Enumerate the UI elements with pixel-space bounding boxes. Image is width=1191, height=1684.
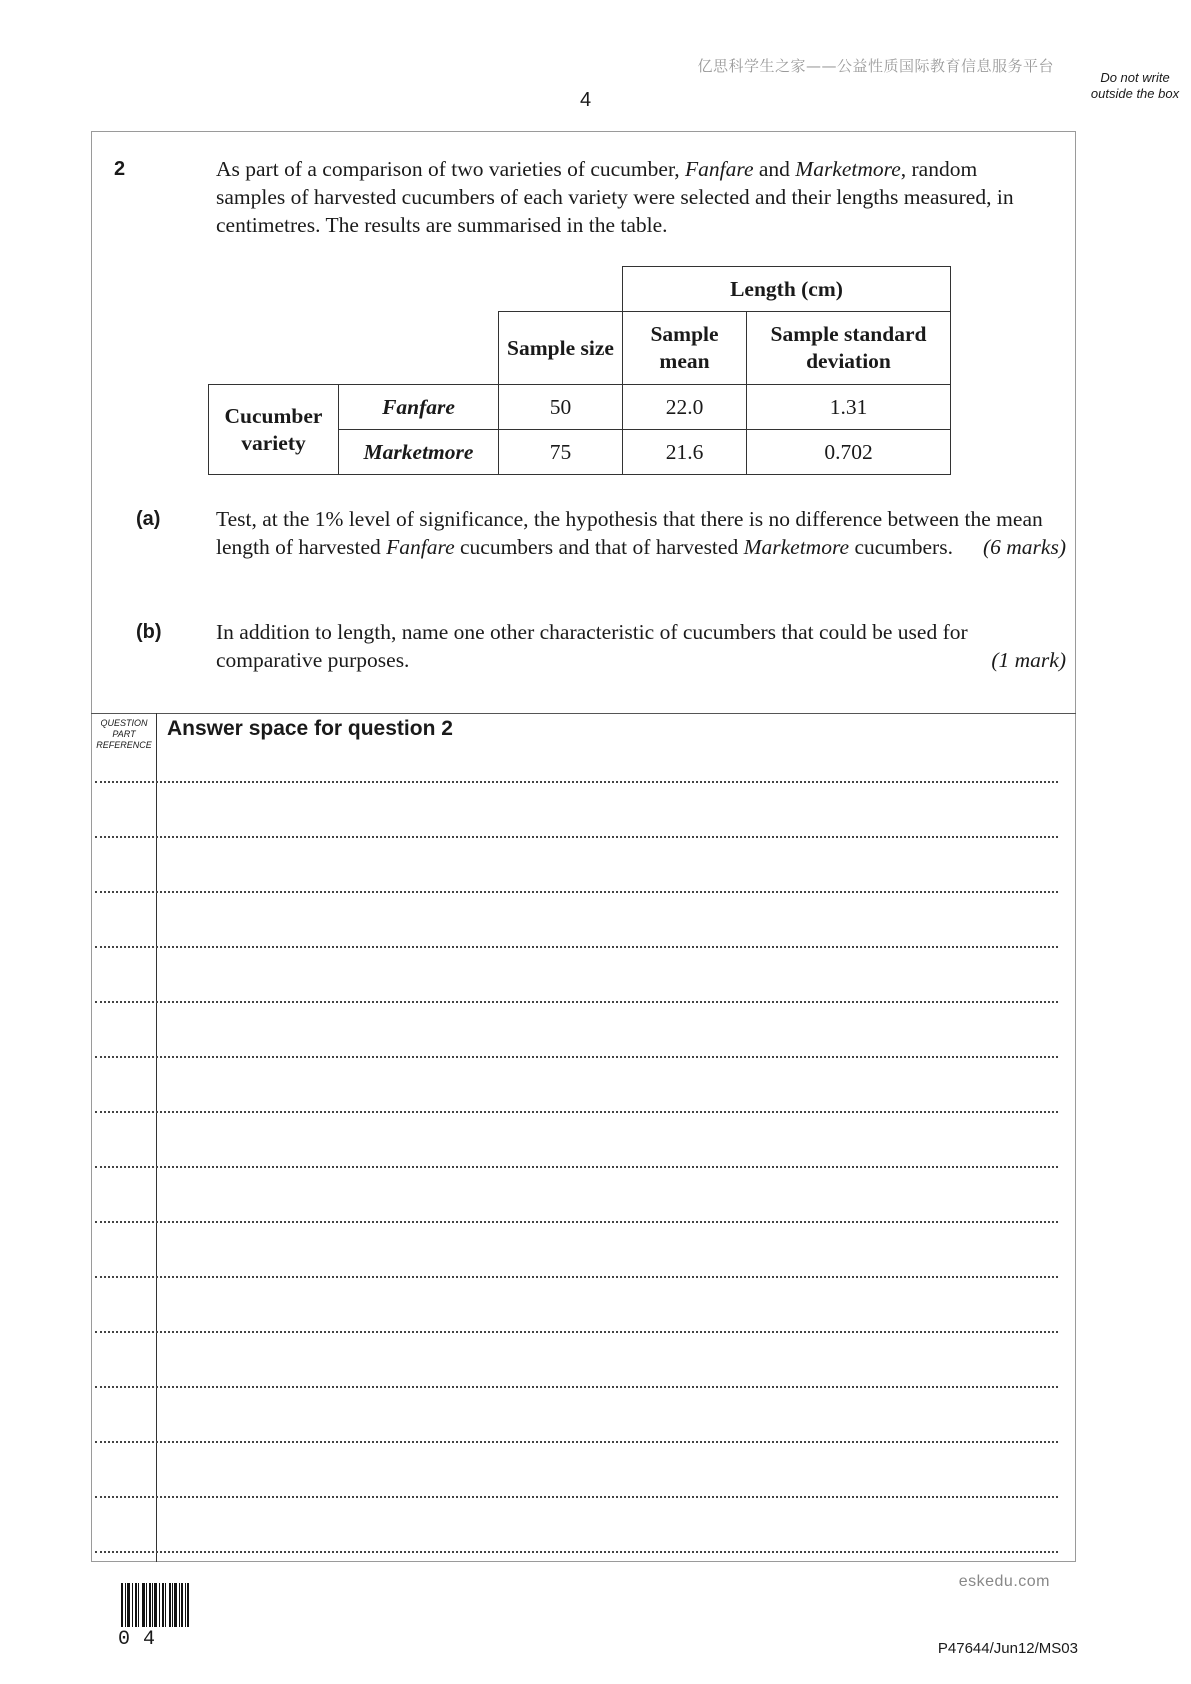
- answer-heading: Answer space for question 2: [167, 717, 453, 740]
- question-intro: As part of a comparison of two varieties of cucumber, Fanfare and Marketmore, random samples of harvested cucumbers of each variety were selected and their lengths measured, in centimetres. The results are summarised in the table.: [216, 157, 1014, 237]
- paper-code: P47644/Jun12/MS03: [937, 1640, 1078, 1657]
- table-cell-size: 75: [499, 430, 623, 475]
- answer-line[interactable]: [95, 1386, 1058, 1388]
- answer-line[interactable]: [95, 1441, 1058, 1443]
- answer-line[interactable]: [95, 1496, 1058, 1498]
- answer-line[interactable]: [95, 946, 1058, 948]
- part-a-marks: (6 marks): [983, 535, 1066, 559]
- footer-site-text: eskedu.com: [958, 1573, 1050, 1590]
- reference-column-divider: [156, 713, 157, 1562]
- data-table: [208, 266, 951, 475]
- part-a-label: (a): [136, 508, 161, 530]
- table-header-sample-mean: Sample mean: [623, 312, 747, 385]
- answer-line[interactable]: [95, 1551, 1058, 1553]
- answer-line[interactable]: [95, 1166, 1058, 1168]
- answer-section: [91, 713, 1076, 1563]
- answer-line[interactable]: [95, 836, 1058, 838]
- answer-line[interactable]: [95, 1001, 1058, 1003]
- part-b-marks: (1 mark): [991, 648, 1066, 672]
- table-cell-mean: 21.6: [623, 430, 747, 475]
- table-cell-variety: Marketmore: [339, 430, 499, 475]
- margin-note: Do not write outside the box: [1090, 70, 1180, 101]
- part-a-text: Test, at the 1% level of significance, the hypothesis that there is no difference between the mean length of harvested Fanfare cucumbers and that of harvested Marketmore cucumbers. (6 marks): [216, 507, 1066, 559]
- table-header-sample-sd: Sample standard deviation: [747, 312, 951, 385]
- answer-line[interactable]: [95, 1331, 1058, 1333]
- table-cell-size: 50: [499, 385, 623, 430]
- table-cell-sd: 1.31: [747, 385, 951, 430]
- answer-line[interactable]: [95, 1056, 1058, 1058]
- question-number: 2: [114, 158, 126, 180]
- part-b-label: (b): [136, 621, 162, 643]
- answer-line[interactable]: [95, 1221, 1058, 1223]
- table-cell-sd: 0.702: [747, 430, 951, 475]
- table-cell-mean: 22.0: [623, 385, 747, 430]
- barcode-digits: 04: [118, 1628, 169, 1651]
- part-b-text: In addition to length, name one other characteristic of cucumbers that could be used for comparative purposes. (1 mark): [216, 620, 1066, 672]
- table-group-header: Length (cm): [623, 267, 951, 312]
- barcode-icon: [121, 1583, 193, 1627]
- answer-line[interactable]: [95, 1276, 1058, 1278]
- table-header-sample-size: Sample size: [499, 312, 623, 385]
- answer-line[interactable]: [95, 891, 1058, 893]
- watermark-text: 亿思科学生之家——公益性质国际教育信息服务平台: [697, 57, 1054, 75]
- answer-line[interactable]: [95, 781, 1058, 783]
- question-part-reference-label: QUESTION PART REFERENCE: [96, 718, 152, 750]
- page-number: 4: [580, 89, 592, 111]
- table-cell-variety: Fanfare: [339, 385, 499, 430]
- table-row-group-label: Cucumber variety: [209, 385, 339, 475]
- answer-line[interactable]: [95, 1111, 1058, 1113]
